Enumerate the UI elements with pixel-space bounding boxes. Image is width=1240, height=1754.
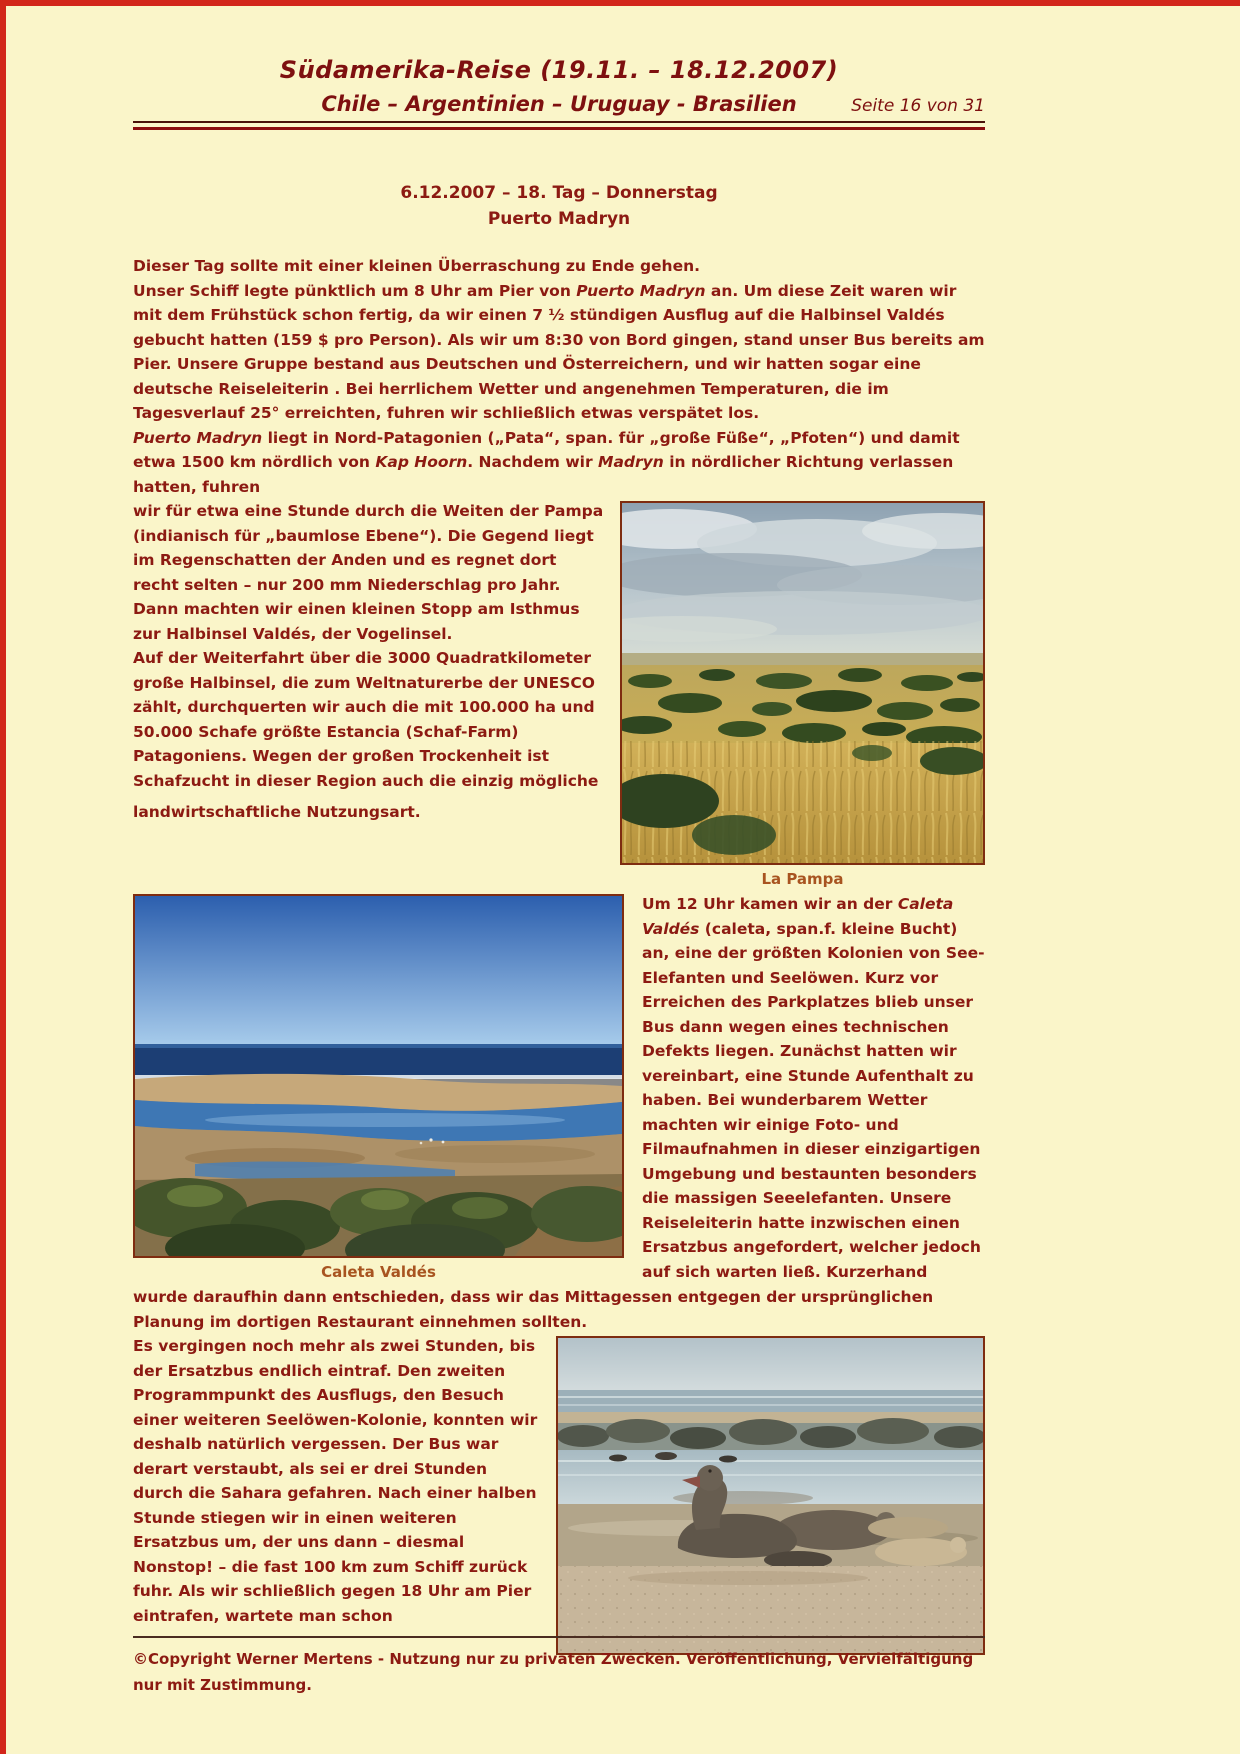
pampa-figure [620, 501, 985, 888]
page-header [133, 6, 985, 130]
header-rule [133, 127, 985, 130]
paragraph-replacement-bus: Es vergingen noch mehr als zwei Stunden, bis der Ersatzbus endlich eintraf. Den zweiten Programmpunkt des Ausflugs, den Besuch einer weiteren Seelöwen-Kolonie, konnten wir deshalb natürlich vergessen. Der Bus war derart verstaubt, als sei er drei Stunden durch die Sahara gefahren. Nach einer halben Stunde stiegen wir in einen weiteren Ersatzbus um, der uns dann – diesmal Nonstop! – die fast 100 km zum Schiff zurück fuhr. Als wir schließlich gegen 18 Uhr am Pier eintrafen, wartete man schon [133, 1337, 538, 1625]
paragraph-arrival [133, 279, 985, 426]
page-content [133, 6, 985, 1659]
pampa-caption: La Pampa [761, 870, 844, 888]
text-run: Um 12 Uhr kamen wir an der [642, 895, 898, 913]
pampa-photo [620, 501, 985, 865]
text-run: Unser Schiff legte pünktlich um 8 Uhr am Pier von [133, 281, 577, 300]
text-run: liegt in Nord-Patagonien („Pata“, span. für „große Füße“, „Pfoten“) und damit etwa 1500 km nördlich von [133, 428, 960, 471]
page-number: Seite 16 von 31 [851, 96, 985, 116]
caleta-photo-art [135, 896, 622, 1256]
caleta-caption: Caleta Valdés [321, 1263, 436, 1281]
paragraph-geography [133, 426, 985, 500]
trip-subtitle: Chile – Argentinien – Uruguay - Brasilien [321, 92, 797, 116]
paragraph-pampa-2: Auf der Weiterfahrt über die 3000 Quadratkilometer große Halbinsel, die zum Weltnaturerbe der UNESCO zählt, durchquerten wir auch die mit 100.000 ha und 50.000 Schafe größte Estancia (Schaf-Farm) Patagoniens. Wegen der großen Trockenheit ist Schafzucht in dieser Region auch die einzig mögliche [133, 649, 599, 790]
trip-subtitle-row [133, 92, 985, 123]
paragraph-pampa-3: landwirtschaftliche Nutzungsart. [133, 803, 421, 821]
day-heading-date: 6.12.2007 – 18. Tag – Donnerstag [400, 183, 718, 203]
seals-photo [556, 1336, 985, 1655]
seals-photo-art [558, 1338, 983, 1653]
text-run: an. Um diese Zeit waren wir mit dem Frühstück schon fertig, da wir einen 7 ½ stündigen Ausflug auf die Halbinsel Valdés gebucht hatten (159 $ pro Person). Als wir um 8:30 von Bord gingen, stand unser Bus bereits am Pier. Unsere Gruppe bestand aus Deutschen und Österreichern, und wir hatten sogar eine deutsche Reiseleiterin . Bei herrlichem Wetter und angenehmen Temperaturen, die im Tagesverlauf 25° erreichten, fuhren wir schließlich etwas verspätet los. [133, 281, 985, 422]
text-run-italic: Puerto Madryn [133, 428, 263, 447]
text-run-italic: Kap Hoorn [375, 453, 468, 471]
section-seals [133, 1334, 985, 1659]
trip-title: Südamerika-Reise (19.11. – 18.12.2007) [279, 56, 839, 84]
text-run: in nördlicher Richtung verlassen hatten, fuhren [133, 453, 954, 496]
text-run: (caleta, span.f. kleine Bucht) an, eine der größten Kolonien von See-Elefanten und Seelöwen. Kurz vor Erreichen des Parkplatzes blieb unser Bus dann wegen eines technischen Defekts liegen. Zunächst hatten wir vereinbart, eine Stunde Aufenthalt zu haben. Bei wunderbarem Wetter machten wir einige Foto- und Filmaufnahmen in dieser einzigartigen Umgebung und bestaunten besonders die massigen Seeelefanten. Unsere Reiseleiterin hatte inzwischen einen Ersatzbus angefordert, welcher jedoch auf sich warten ließ. Kurzerhand [642, 919, 985, 1281]
paragraph-intro: Dieser Tag sollte mit einer kleinen Überraschung zu Ende gehen. [133, 257, 701, 275]
page-footer [133, 1636, 985, 1698]
seals-figure [556, 1336, 985, 1655]
section-pampa [133, 499, 985, 892]
paragraph-lunch: wurde daraufhin dann entschieden, dass wir das Mittagessen entgegen der ursprünglichen Planung im dortigen Restaurant einnehmen sollten. [133, 1288, 934, 1331]
day-heading [133, 180, 985, 232]
paragraph-pampa-1: wir für etwa eine Stunde durch die Weiten der Pampa (indianisch für „baumlose Ebene“). Die Gegend liegt im Regenschatten der Anden und es regnet dort recht selten – nur 200 mm Niederschlag pro Jahr. Dann machten wir einen kleinen Stopp am Isthmus zur Halbinsel Valdés, der Vogelinsel. [133, 502, 604, 643]
caleta-photo [133, 894, 624, 1258]
copyright-text: ©Copyright Werner Mertens - Nutzung nur zu privaten Zwecken. Veröffentlichung, Vervielfältigung nur mit Zustimmung. [133, 1650, 974, 1694]
day-heading-place: Puerto Madryn [487, 209, 631, 229]
text-run-italic: Madryn [598, 453, 664, 471]
pampa-photo-art [622, 503, 983, 863]
text-run: . Nachdem wir [467, 453, 599, 471]
section-caleta [133, 892, 985, 1285]
text-run-italic: Puerto Madryn [576, 281, 706, 300]
caleta-figure [133, 894, 624, 1281]
text-run-italic: Caleta Valdés [642, 895, 954, 938]
